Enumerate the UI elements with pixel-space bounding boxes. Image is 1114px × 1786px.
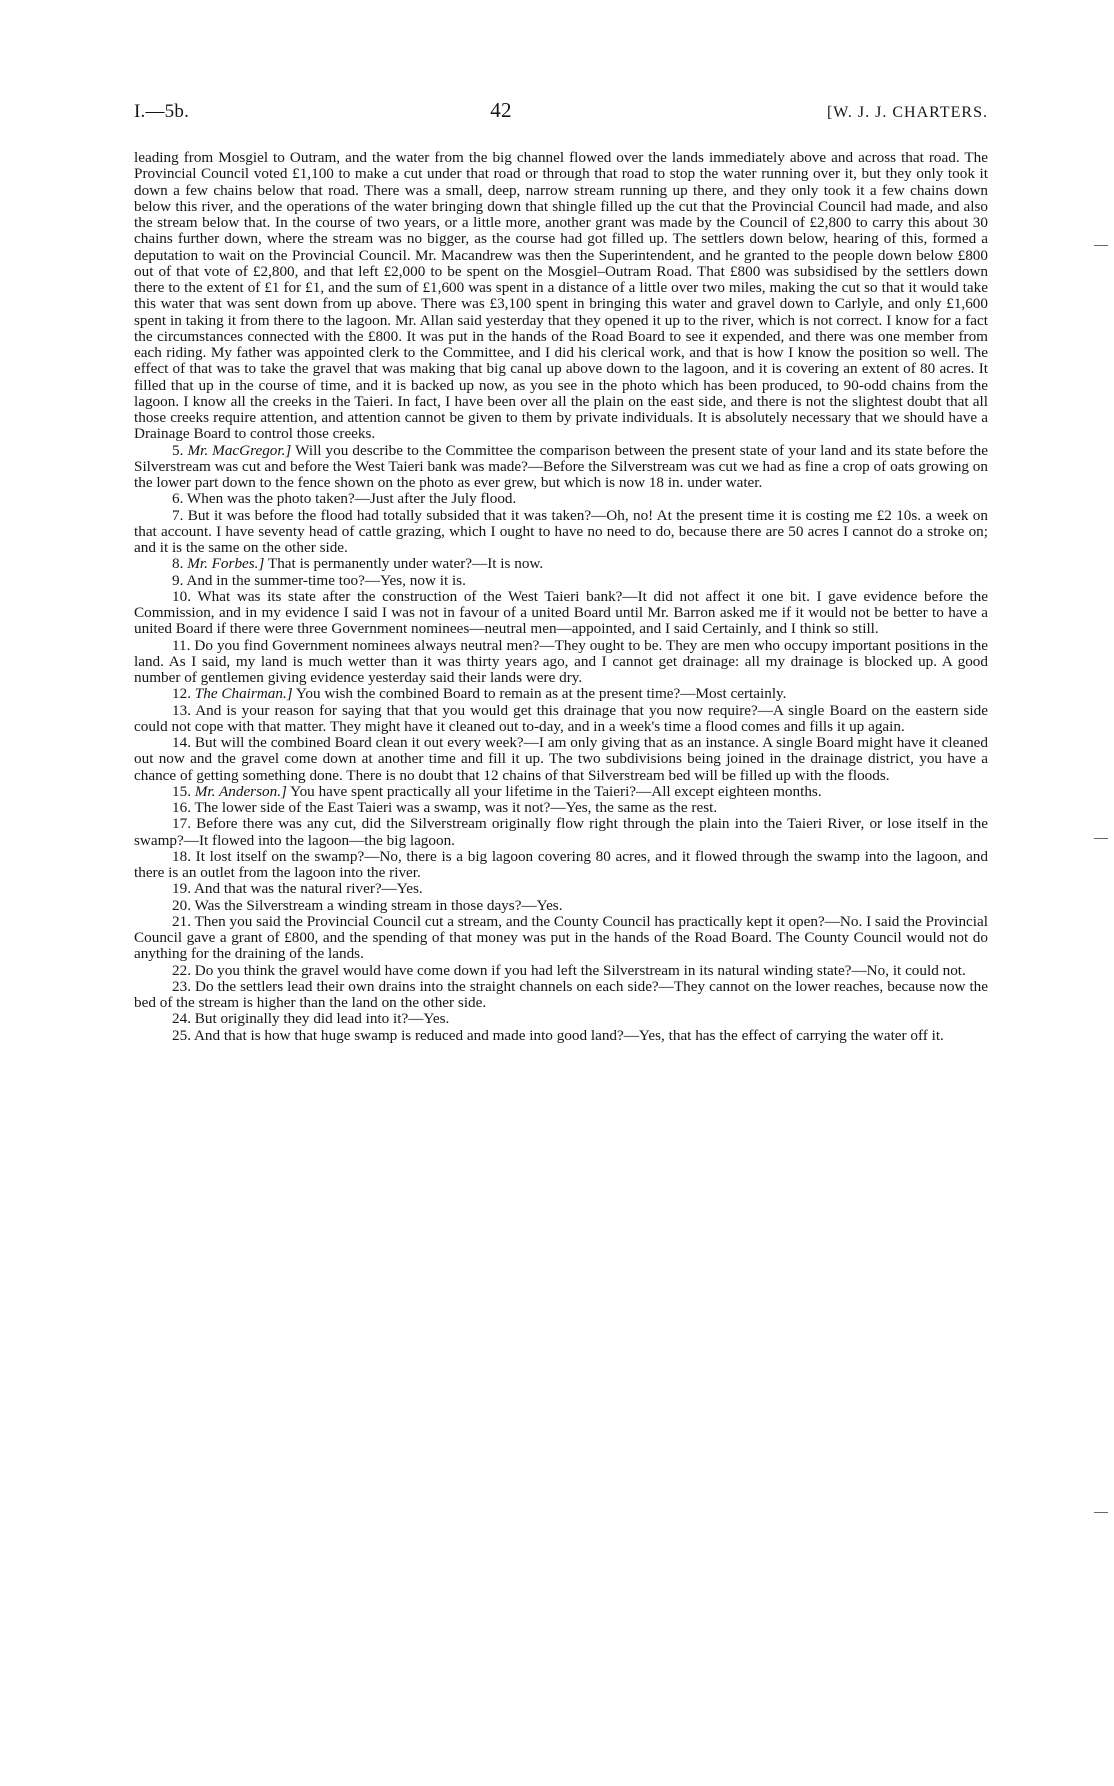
question-text: Do you find Government nominees always neutral men?—They ought to be. They are men who occupy important positions in the land. As I said, my land is much wetter than it was thirty years ago, and I cannot get drainage: all my drainage is blocked up. A good number of gentlemen giving evidence yesterday said their lands were dry. [134, 636, 989, 686]
question-number: 14. [172, 734, 191, 751]
question-22 [134, 963, 988, 979]
question-20 [134, 898, 988, 914]
margin-mark [1094, 1512, 1108, 1513]
question-text: What was its state after the construction of the West Taieri bank?—It did not affect it one bit. I gave evidence before the Commission, and in my evidence I said I was not in favour of a united Board until Mr. Barron asked me if it would not be better to have a united Board if there were three Government nominees—neutral men—appointed, and I said Certainly, and I think so still. [134, 587, 989, 638]
question-number: 11. [172, 636, 191, 654]
question-text: And that is how that huge swamp is reduced and made into good land?—Yes, that has the effect of carrying the water off it. [193, 1026, 944, 1044]
question-25 [134, 1028, 988, 1044]
question-number: 16. [172, 799, 191, 816]
question-5 [134, 443, 988, 492]
question-9 [134, 573, 988, 589]
question-text: Then you said the Provincial Council cut a stream, and the County Council has practically kept it open?—No. I said the Provincial Council gave a grant of £800, and the spending of that money was put in the hands of the Road Board. The County Council would not do anything for the draining of the lands. [134, 912, 988, 963]
question-text: And that was the natural river?—Yes. [193, 880, 423, 898]
question-17 [134, 816, 988, 849]
question-16 [134, 800, 988, 816]
evidence-text [134, 150, 988, 1044]
question-14 [134, 735, 988, 784]
question-number: 7. [172, 506, 184, 524]
question-text: But it was before the flood had totally subsided that it was taken?—Oh, no! At the present time it is costing me £2 10s. a week on that account. I have seventy head of cattle grazing, which I ought to have no need to do, because there are 50 acres I cannot do a stroke on; and it is the same on the other side. [134, 506, 988, 556]
question-text: Before there was any cut, did the Silverstream originally flow right through the plain into the Taieri River, or lose itself in the swamp?—It flowed into the lagoon—the big lagoon. [134, 815, 989, 849]
question-text: Do the settlers lead their own drains into the straight channels on each side?—They cannot on the lower reaches, because now the bed of the stream is higher than the land on the other side. [134, 977, 989, 1011]
question-text: It lost itself on the swamp?—No, there is a big lagoon covering 80 acres, and it flowed through the swamp into the lagoon, and there is an outlet from the lagoon into the river. [134, 847, 988, 881]
paragraph-text: leading from Mosgiel to Outram, and the water from the big channel flowed over the lands immediately above and across that road. The Provincial Council voted £1,100 to make a cut under that road or through that road to stop the water running over it, but they only took it down a few chains below that road. There was a small, deep, narrow stream running up there, and they only took it a few chains down below this river, and the operations of the water bringing down that shingle filled up the cut that the Provincial Council had made, and also the stream below that. In the course of two years, or a little more, another grant was made by the Council of £2,800 to carry this about 30 chains further down, where the stream was no bigger, as the course had got filled up. The settlers down below, hearing of this, formed a deputation to wait on the Provincial Council. Mr. Macandrew was then the Superintendent, and he granted to the people down below £800 out of that vote of £2,800, and that left £2,000 to be spent on the Mosgiel–Outram Road. That £800 was subsidised by the settlers down there to the extent of £1 for £1, and the sum of £1,600 was spent in a distance of a little over two miles, making the cut so that it would take this water that was sent down from up above. There was £3,100 spent in bringing this water and gravel down to Carlyle, and only £1,600 spent in taking it from there to the lagoon. Mr. Allan said yesterday that they opened it up to the river, which is not correct. I know for a fact the circumstances connected with the £800. It was put in the hands of the Road Board to see it expended, and there was one member from each riding. My father was appointed clerk to the Committee, and I did his clerical work, and that is how I know the position so well. The effect of that was to take the gravel that was making that big canal up above down to the lagoon, and it is covering an extent of 80 acres. It filled that up in the course of time, and it is backed up now, as you see in the photo which has been produced, to 90-odd chains from the lagoon. I know all the creeks in the Taieri. In fact, I have been over all the plain on the east side, and there is not the slightest doubt that all those creeks require attention, and attention cannot be given to them by private individuals. It is absolutely necessary that we should have a Drainage Board to control those creeks. [134, 149, 988, 443]
question-number: 10. [172, 587, 191, 605]
question-number: 25. [172, 1026, 191, 1044]
question-19 [134, 881, 988, 897]
question-text: You have spent practically all your lifetime in the Taieri?—All except eighteen months. [290, 782, 822, 800]
question-24 [134, 1011, 988, 1027]
question-18 [134, 849, 988, 882]
question-number: 24. [172, 1010, 191, 1028]
page-header [134, 98, 988, 150]
question-text: Was the Silverstream a winding stream in those days?—Yes. [194, 896, 563, 914]
question-text: The lower side of the East Taieri was a swamp, was it not?—Yes, the same as the rest. [194, 799, 718, 816]
evidence-paragraph [134, 150, 988, 443]
question-13 [134, 703, 988, 736]
question-23 [134, 979, 988, 1012]
question-7 [134, 508, 988, 557]
question-text: But originally they did lead into it?—Yes. [194, 1010, 450, 1028]
question-number: 6. [172, 490, 184, 508]
question-8 [134, 556, 988, 572]
document-reference: I.—5b. [134, 101, 190, 122]
witness-name: [W. J. J. CHARTERS. [826, 104, 988, 121]
margin-mark [1094, 838, 1108, 839]
question-text: That is permanently under water?—It is now. [267, 555, 544, 573]
question-number: 12. [172, 685, 191, 703]
speaker-label: Mr. MacGregor.] [187, 441, 292, 459]
question-12 [134, 686, 988, 702]
question-21 [134, 914, 988, 963]
question-number: 9. [172, 571, 184, 589]
question-6 [134, 491, 988, 507]
speaker-label: Mr. Forbes.] [187, 555, 265, 573]
speaker-label: The Chairman.] [194, 685, 293, 703]
question-text: And is your reason for saying that that you would get this drainage that you now require?—A single Board on the eastern side could not cope with that matter. They might have it cleaned out to-day, and in a week's time a flood comes and fills it up again. [134, 701, 988, 735]
margin-mark [1094, 245, 1108, 246]
question-15 [134, 784, 988, 800]
question-number: 20. [172, 896, 191, 914]
speaker-label: Mr. Anderson.] [194, 782, 287, 800]
question-11 [134, 638, 988, 687]
question-text: But will the combined Board clean it out every week?—I am only giving that as an instance. A single Board might have it cleaned out now and the gravel come down at another time and fill it up. The two subdivisions being joined in the drainage district, you have a chance of getting something done. There is no doubt that 12 chains of that Silverstream bed will be filled up with the floods. [134, 734, 989, 784]
question-number: 13. [172, 701, 191, 719]
question-number: 21. [172, 912, 191, 930]
question-text: And in the summer-time too?—Yes, now it is. [186, 571, 466, 589]
question-text: You wish the combined Board to remain as at the present time?—Most certainly. [295, 685, 787, 703]
question-text: When was the photo taken?—Just after the July flood. [186, 490, 517, 508]
question-number: 15. [172, 782, 191, 800]
page-number: 42 [490, 98, 512, 122]
question-number: 17. [172, 815, 191, 833]
question-text: Will you describe to the Committee the comparison between the present state of your land and its state before the Silverstream was cut and before the West Taieri bank was made?—Before the Silverstream was cut we had as fine a crop of oats growing on the lower part down to the fence shown on the photo as ever grew, but which is now 18 in. under water. [134, 441, 989, 491]
question-number: 22. [172, 961, 191, 979]
question-number: 18. [172, 847, 191, 865]
question-number: 8. [172, 555, 184, 573]
question-number: 23. [172, 977, 191, 995]
question-10 [134, 589, 988, 638]
question-text: Do you think the gravel would have come down if you had left the Silverstream in its natural winding state?—No, it could not. [194, 961, 966, 979]
question-number: 19. [172, 880, 191, 898]
question-number: 5. [172, 441, 184, 459]
